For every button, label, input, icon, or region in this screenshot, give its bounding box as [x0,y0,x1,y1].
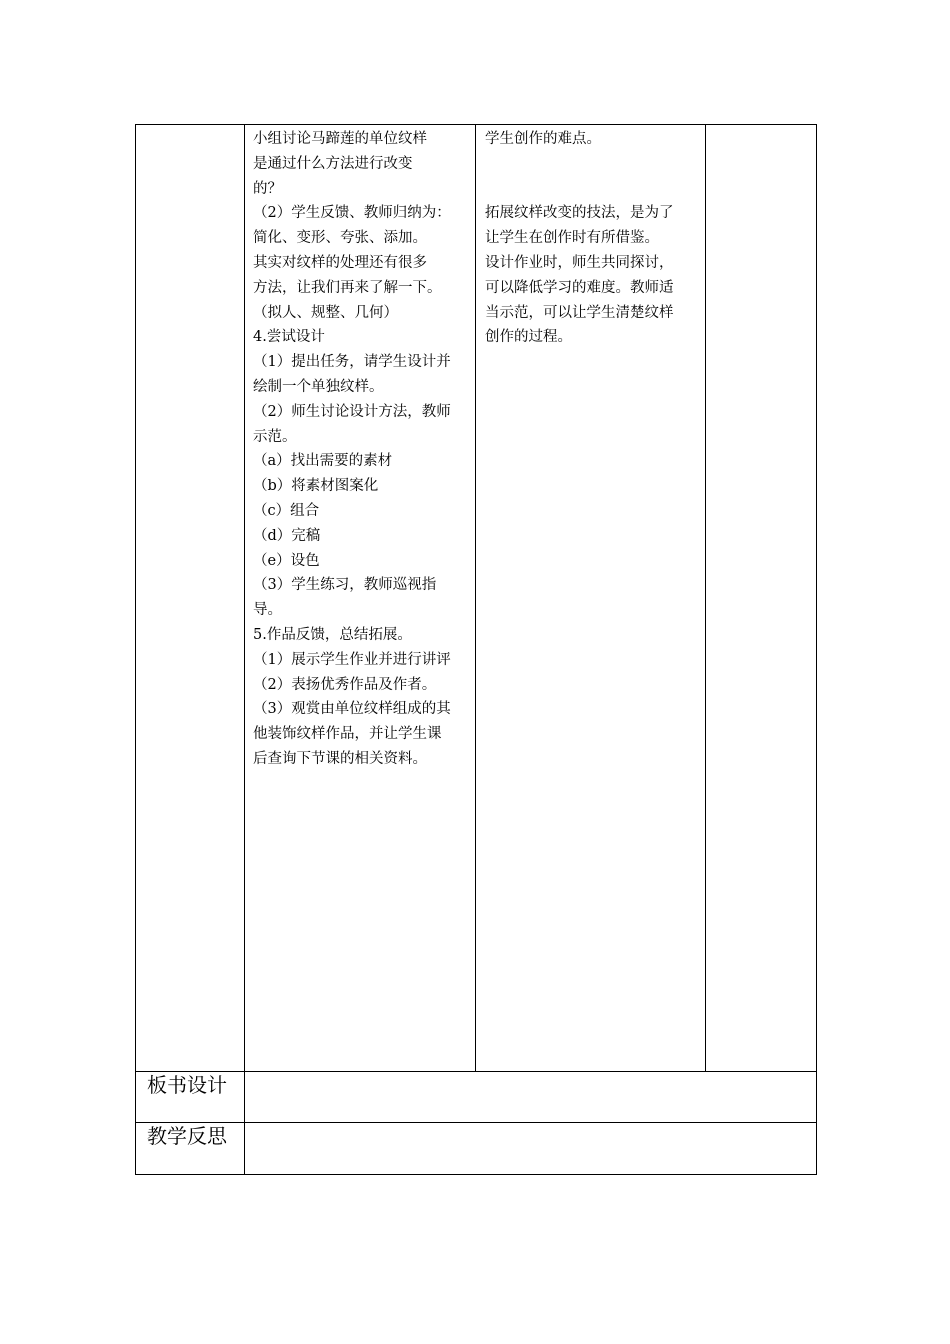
process-line: 简化、变形、夸张、添加。 [253,230,427,247]
process-line: （b）将素材图案化 [253,478,379,495]
design-intent-top: 学生创作的难点。 [485,131,601,147]
process-line: （2）师生讨论设计方法，教师 [253,403,451,420]
process-line: 其实对纹样的处理还有很多 [253,254,427,271]
process-line: 5.作品反馈，总结拓展。 [253,626,412,643]
process-line: 绘制一个单独纹样。 [253,378,384,395]
process-line: （2）表扬优秀作品及作者。 [253,676,437,693]
process-line: 示范。 [253,428,297,445]
process-line: （1）展示学生作业并进行讲评 [253,651,451,668]
process-line: （3）观赏由单位纹样组成的其 [253,701,451,718]
process-line: 小组讨论马蹄莲的单位纹样 [253,131,427,147]
process-line: 方法，让我们再来了解一下。 [253,279,442,296]
process-line: （拟人、规整、几何） [253,304,398,321]
teaching-process-cell [253,127,473,772]
column-divider [244,125,245,1174]
process-line: （d）完稿 [253,527,321,544]
process-line: （3）学生练习，教师巡视指 [253,577,437,594]
process-line: （a）找出需要的素材 [253,453,393,470]
reflection-label: 教学反思 [147,1124,227,1148]
lesson-table [135,124,817,1175]
intent-line: 让学生在创作时有所借鉴。 [485,230,659,247]
process-line: 他装饰纹样作品，并让学生课 [253,726,442,743]
process-line: （e）设色 [253,552,320,569]
column-divider [475,125,476,1071]
intent-line: 可以降低学习的难度。教师适 [485,279,674,296]
process-line: （c）组合 [253,502,320,519]
process-line: 是通过什么方法进行改变 [253,155,413,172]
process-line: （2）学生反馈、教师归纳为： [253,205,451,222]
process-line: （1）提出任务，请学生设计并 [253,354,451,371]
intent-line: 拓展纹样改变的技法，是为了 [485,205,674,222]
intent-line: 设计作业时，师生共同探讨， [485,254,674,271]
board-design-label: 板书设计 [147,1073,227,1097]
process-line: 导。 [253,602,282,619]
process-line: 4.尝试设计 [253,329,325,346]
intent-line: 创作的过程。 [485,329,572,346]
design-intent-cell [485,127,707,350]
process-line: 的？ [253,180,282,197]
intent-line: 当示范，可以让学生清楚纹样 [485,304,674,321]
process-line: 后查询下节课的相关资料。 [253,750,427,767]
